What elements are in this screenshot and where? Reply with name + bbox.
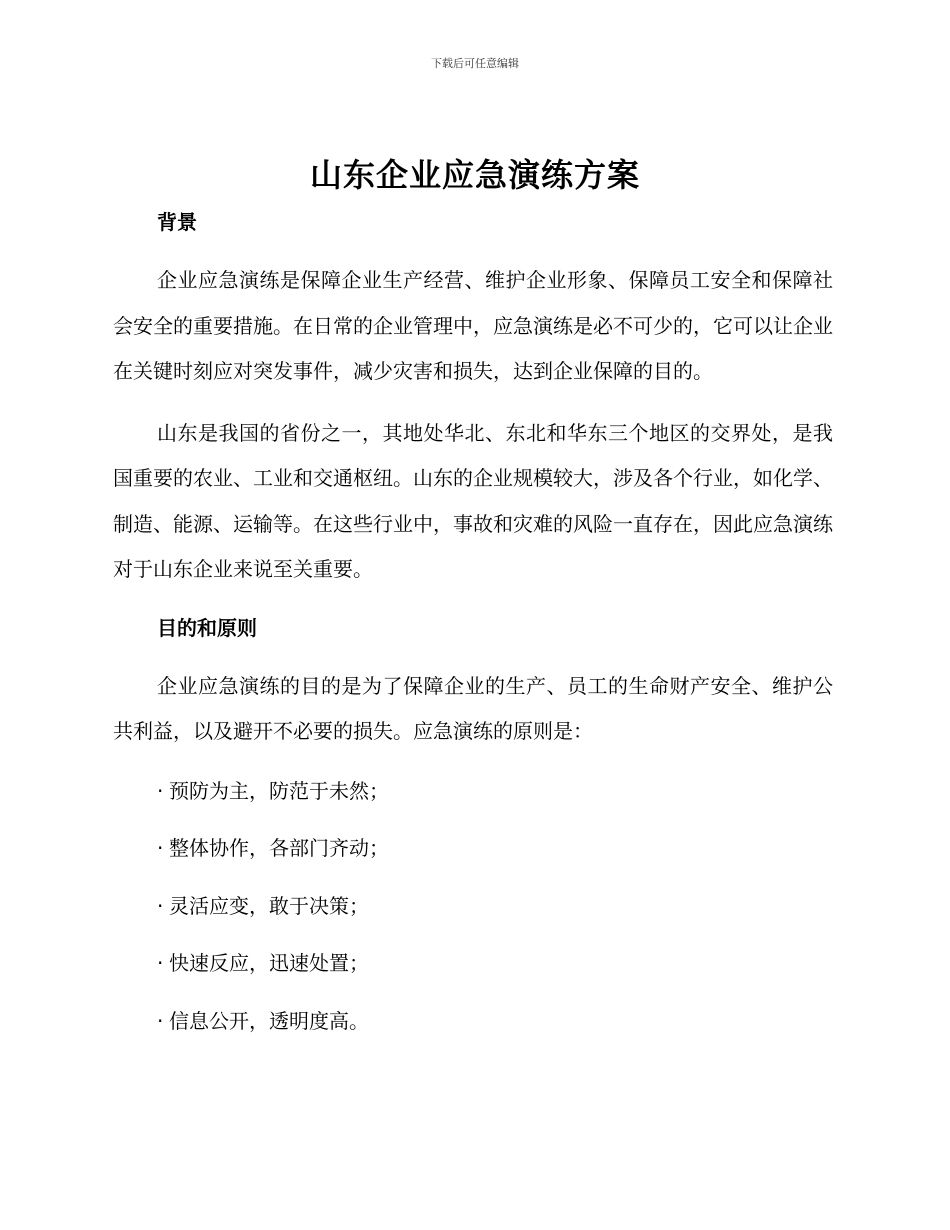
- bullet-icon: ·: [157, 1008, 164, 1033]
- paragraph: 企业应急演练的目的是为了保障企业的生产、员工的生命财产安全、维护公共利益，以及避开不必要的损失。应急演练的原则是：: [113, 673, 833, 743]
- list-item-text: 信息公开，透明度高。: [169, 1008, 369, 1033]
- document-title: 山东企业应急演练方案: [309, 156, 640, 194]
- list-item: [113, 935, 833, 993]
- section-heading-background: 背景: [157, 210, 197, 234]
- bullet-icon: ·: [157, 836, 164, 860]
- list-item-text: 整体协作，各部门齐动；: [169, 836, 389, 860]
- document-body: [113, 205, 833, 1050]
- list-item: [113, 878, 833, 936]
- list-item-text: 灵活应变，敢于决策；: [169, 893, 369, 918]
- principles-list: [113, 763, 833, 1051]
- section-heading-goals: 目的和原则: [157, 615, 257, 640]
- list-item-text: 快速反应，迅速处置；: [169, 951, 369, 975]
- paragraph: 山东是我国的省份之一，其地处华北、东北和华东三个地区的交界处，是我国重要的农业、工业和交通枢纽。山东的企业规模较大，涉及各个行业，如化学、制造、能源、运输等。在这些行业中，事故和灾难的风险一直存在，因此应急演练对于山东企业来说至关重要。: [113, 420, 833, 581]
- paragraph: 企业应急演练是保障企业生产经营、维护企业形象、保障员工安全和保障社会安全的重要措施。在日常的企业管理中，应急演练是必不可少的，它可以让企业在关键时刻应对突发事件，减少灾害和损失，达到企业保障的目的。: [113, 268, 833, 383]
- header-note: 下载后可任意编辑: [431, 57, 519, 70]
- bullet-icon: ·: [157, 893, 164, 918]
- list-item-text: 预防为主，防范于未然；: [169, 778, 389, 803]
- bullet-icon: ·: [157, 951, 164, 975]
- bullet-icon: ·: [157, 778, 164, 803]
- list-item: [113, 763, 833, 821]
- list-item: [113, 993, 833, 1051]
- list-item: [113, 820, 833, 878]
